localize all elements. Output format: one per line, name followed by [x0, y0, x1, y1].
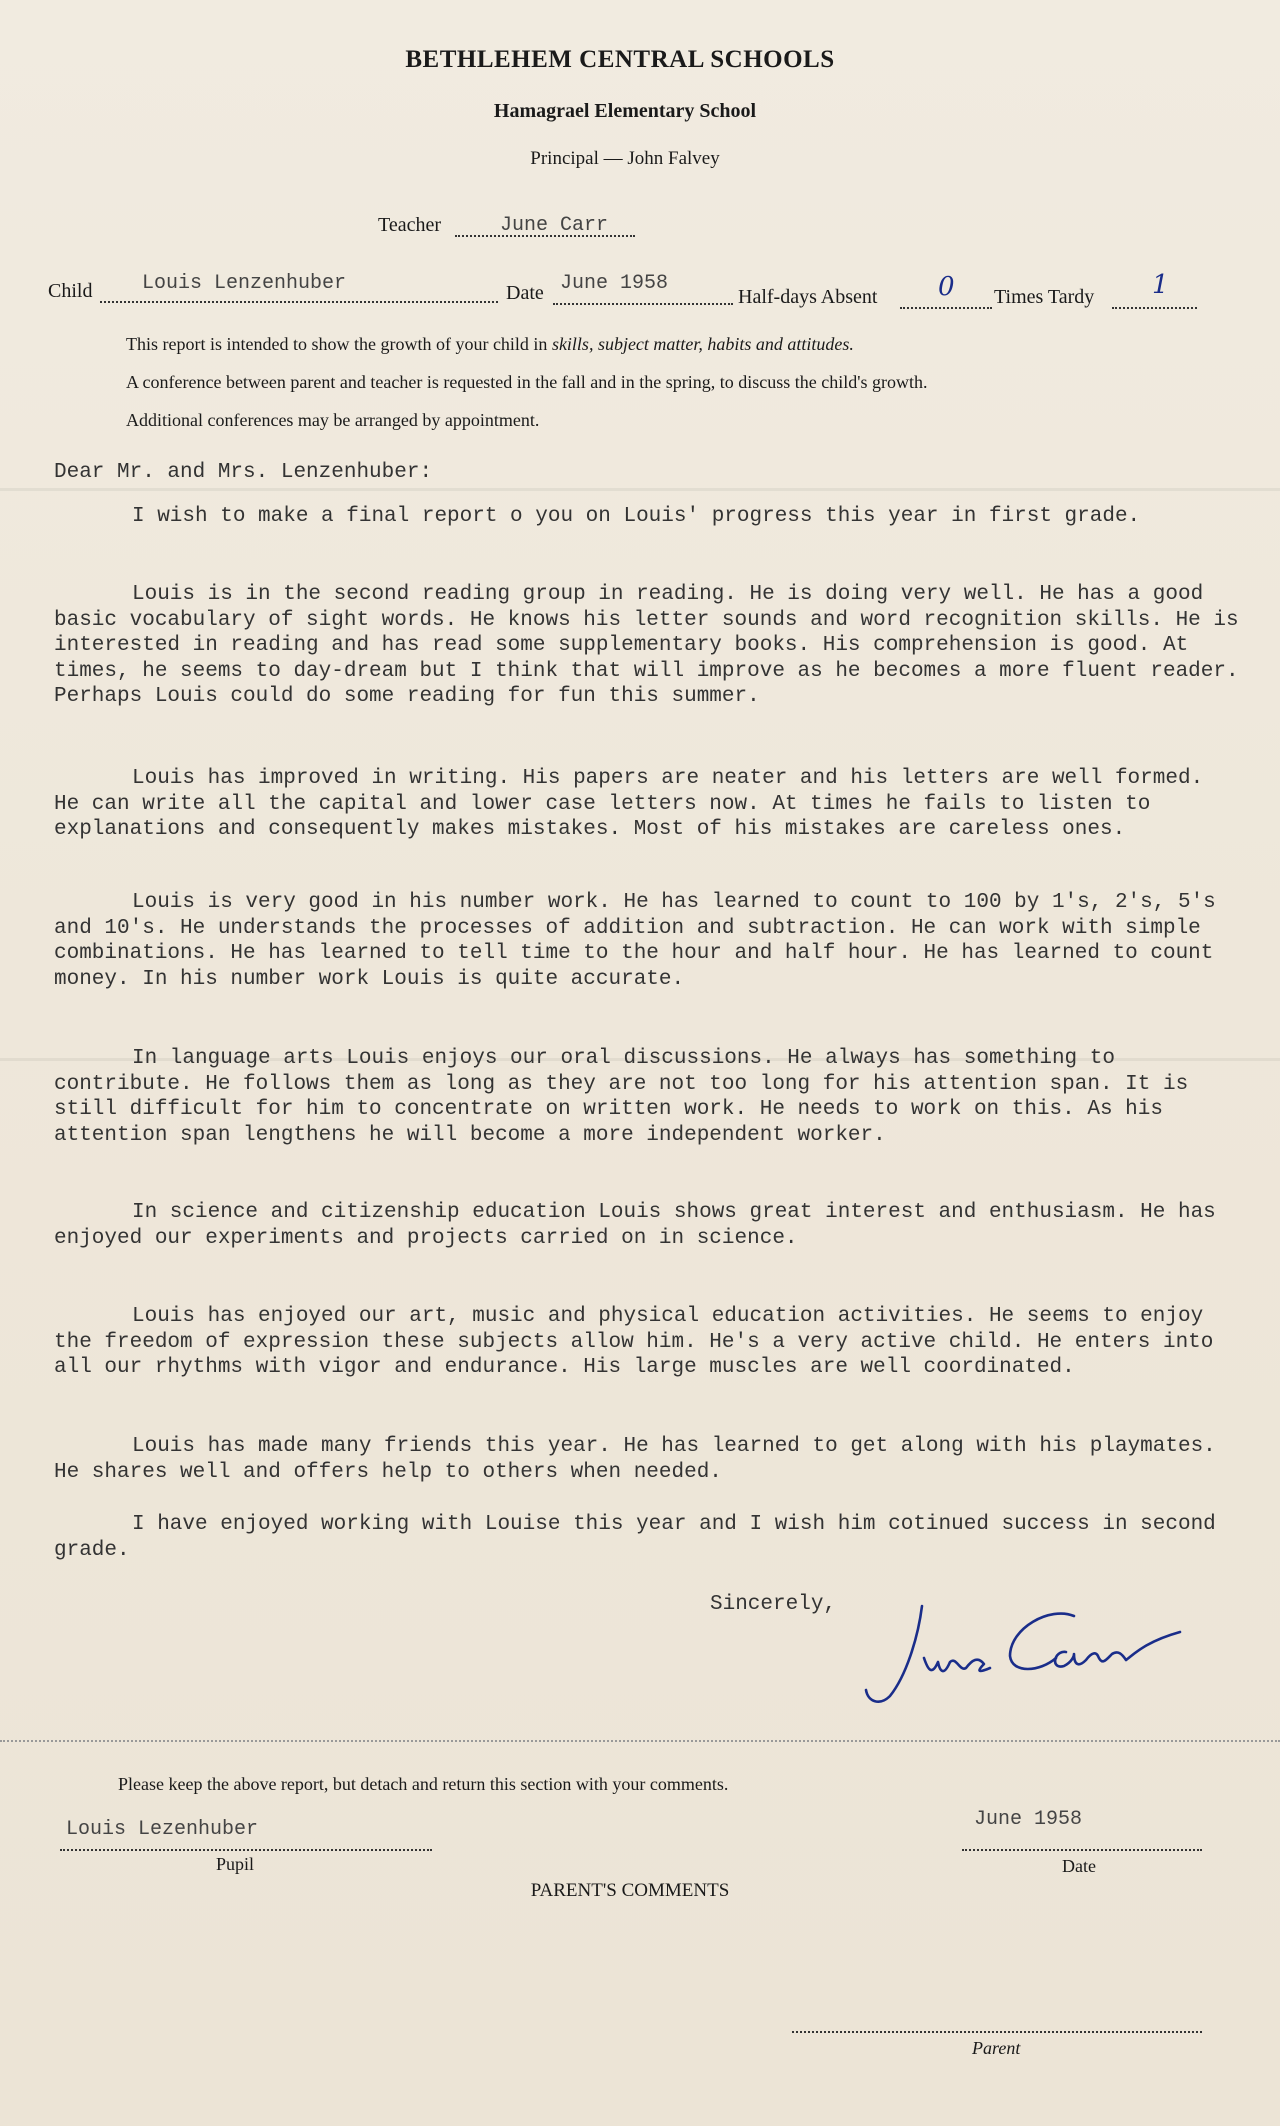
- letter-closing: Sincerely,: [710, 1593, 837, 1616]
- teacher-label: Teacher: [378, 214, 441, 236]
- absent-value: 0: [938, 272, 955, 302]
- date-label: Date: [506, 282, 544, 304]
- teacher-value: June Carr: [500, 214, 609, 237]
- detach-perforation: [0, 1740, 1280, 1744]
- school-name: Hamagrael Elementary School: [493, 100, 757, 122]
- letter-salutation: Dear Mr. and Mrs. Lenzenhuber:: [54, 461, 433, 484]
- letter-paragraph: Louis has improved in writing. His papers are neater and his letters are well formed. He can write all the capital and lower case letters now. At times he fails to listen to explanations and consequently makes mistakes. Most of his mistakes are careless ones.: [54, 767, 1204, 841]
- absent-dotted-line: [900, 306, 992, 309]
- date-dotted-line: [553, 302, 733, 305]
- tardy-value: 1: [1152, 270, 1169, 300]
- letter-paragraph: Louis has enjoyed our art, music and physical education activities. He seems to enjoy the freedom of expression these subjects allow him. He's a very active child. He enters into all our rhythms with vigor and endurance. His large muscles are well coordinated.: [54, 1305, 1214, 1379]
- pupil-value: Louis Lezenhuber: [66, 1818, 259, 1841]
- letter-paragraph: Louis is in the second reading group in reading. He is doing very well. He has a good basic vocabulary of sight words. He knows his letter sounds and word recognition skills. He is interested in reading and has read some supplementary books. His comprehension is good. At times, he seems to day-dream but I think that will improve as he becomes a more fluent reader. Perhaps Louis could do some reading for fun this summer.: [54, 583, 1239, 708]
- report-purpose-note: [126, 334, 854, 355]
- paper-fold: [0, 488, 1280, 491]
- pupil-dotted-line: [60, 1848, 432, 1851]
- signature-stroke: [1010, 1614, 1074, 1669]
- signature-june-carr: [860, 1598, 1190, 1708]
- signature-text: June Carr: [860, 1598, 864, 1599]
- child-label: Child: [48, 280, 93, 302]
- letter-paragraph: In science and citizenship education Louis shows great interest and enthusiasm. He has enjoyed our experiments and projects carried on in science.: [54, 1201, 1216, 1250]
- detach-instruction: Please keep the above report, but detach and return this section with your comments.: [118, 1774, 729, 1794]
- conference-note: A conference between parent and teacher is requested in the fall and in the spring, to discuss the child's growth.: [126, 372, 928, 392]
- child-value: Louis Lenzenhuber: [142, 272, 347, 295]
- signature-stroke: [866, 1606, 922, 1702]
- child-dotted-line: [100, 300, 498, 303]
- date-value: June 1958: [560, 272, 669, 295]
- tardy-dotted-line: [1112, 306, 1197, 309]
- letter-paragraph: Louis is very good in his number work. He has learned to count to 100 by 1's, 2's, 5's and 10's. He understands the processes of addition and subtraction. He can work with simple combinations. He has learned to tell time to the hour and half hour. He has learned to count money. In his number work Louis is quite accurate.: [54, 891, 1216, 991]
- detach-date-label: Date: [1062, 1856, 1096, 1876]
- letter-paragraph: Louis has made many friends this year. He has learned to get along with his playmates. He shares well and offers help to others when needed.: [54, 1435, 1216, 1484]
- parent-label: Parent: [972, 2038, 1021, 2058]
- half-days-absent-label: Half-days Absent: [738, 286, 878, 308]
- detach-date-value: June 1958: [974, 1808, 1083, 1831]
- times-tardy-label: Times Tardy: [994, 286, 1095, 308]
- signature-stroke: [1055, 1632, 1180, 1667]
- letter-paragraph: I have enjoyed working with Louise this year and I wish him cotinued success in second grade.: [54, 1513, 1216, 1562]
- principal-line: Principal — John Falvey: [530, 148, 720, 169]
- parent-signature-line[interactable]: [792, 2030, 1202, 2033]
- letter-paragraph: In language arts Louis enjoys our oral discussions. He always has something to contribute. He follows them as long as they are not too long for his attention span. It is still difficult for him to concentrate on written work. He needs to work on this. As his attention span lengthens he will become a more independent worker.: [54, 1047, 1189, 1147]
- letter-paragraph: I wish to make a final report o you on Louis' progress this year in first grade.: [132, 505, 1141, 528]
- signature-stroke: [924, 1658, 990, 1671]
- pupil-label: Pupil: [216, 1854, 255, 1874]
- detach-date-dotted-line: [962, 1848, 1202, 1851]
- appointment-note: Additional conferences may be arranged by appointment.: [126, 410, 540, 430]
- parents-comments-heading: PARENT'S COMMENTS: [530, 1880, 730, 1901]
- district-title: BETHLEHEM CENTRAL SCHOOLS: [405, 46, 835, 73]
- report-purpose-emphasis: skills, subject matter, habits and attitudes.: [551, 334, 854, 354]
- report-purpose-text: This report is intended to show the growth of your child in: [126, 334, 552, 354]
